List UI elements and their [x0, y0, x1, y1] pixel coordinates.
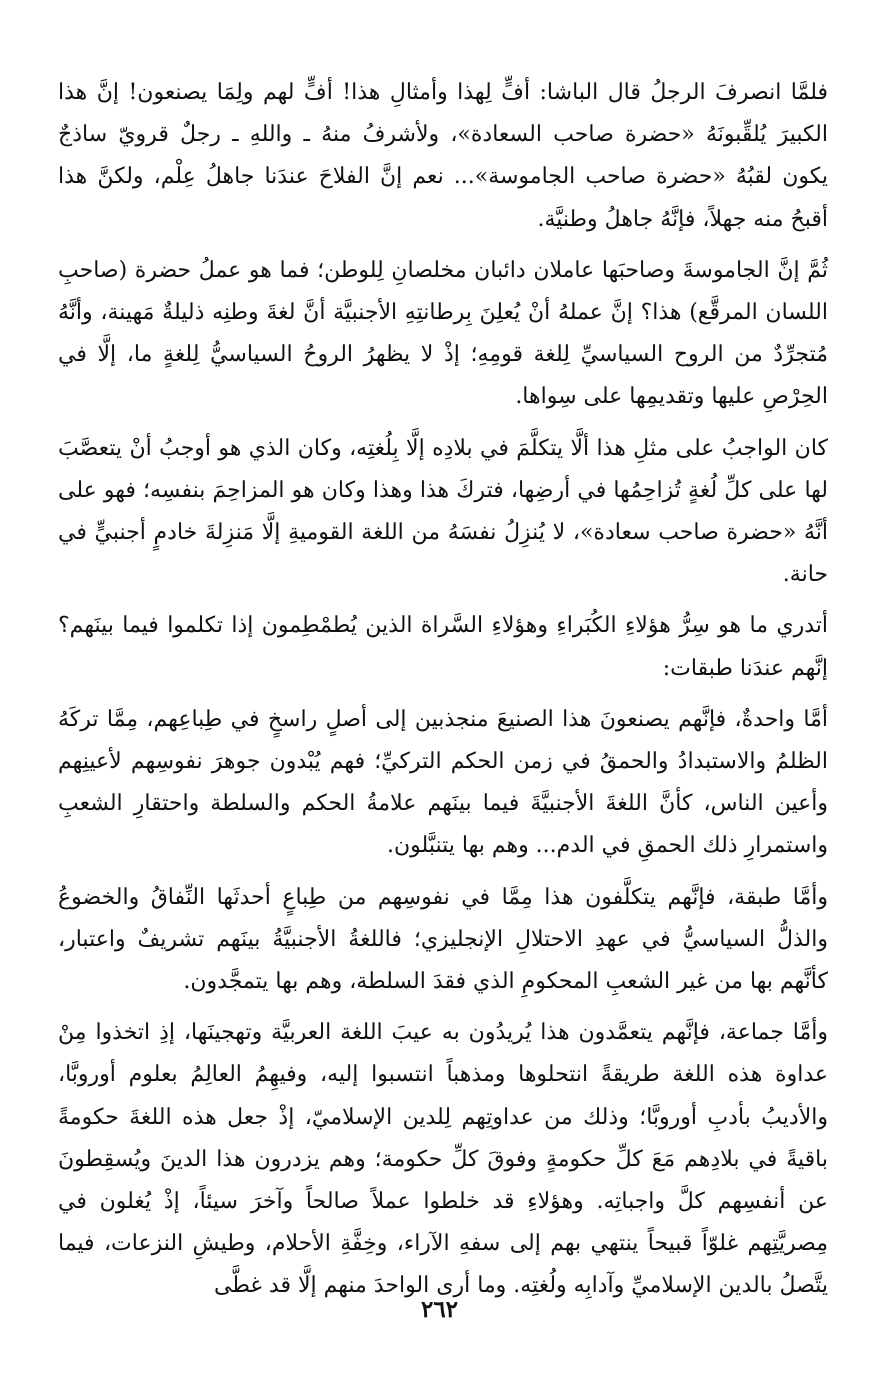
paragraph-1: فلمَّا انصرفَ الرجلُ قال الباشا: أفٍّ لِهذا وأمثالِ هذا! أفٍّ لهم ولِمَا يصنعون! إنَّ هذا الكبيرَ يُلقِّبونَهُ «حضرة صاحب السعادة»، ولأشرفُ منهُ ـ واللهِ ـ رجلٌ قرويّ ساذجٌ يكون لقبُهُ «حضرة صاحب الجاموسة»... نعم إنَّ الفلاحَ عندَنا جاهلُ عِلْم، ولكنَّ هذا أقبحُ منه جهلاً، فإنَّهُ جاهلُ وطنيَّة.: [58, 80, 828, 232]
paragraph-3: كان الواجبُ على مثلِ هذا ألَّا يتكلَّمَ في بلادِه إلَّا بِلُغتِه، وكان الذي هو أوجبُ أنْ يتعصَّبَ لها على كلِّ لُغةٍ تُزاحِمُها في أرضِها، فتركَ هذا وهذا وكان هو المزاحِمَ بنفسِه؛ فهو على أنَّهُ «حضرة صاحب سعادة»، لا يُنزِلُ نفسَهُ من اللغة القوميةِ إلَّا مَنزِلةَ خادمٍ أجنبيٍّ في حانة.: [58, 435, 828, 588]
paragraph-2: ثُمَّ إنَّ الجاموسةَ وصاحبَها عاملان دائبان مخلصانِ لِلوطن؛ فما هو عملُ حضرة (صاحبِ اللسان المرقَّع) هذا؟ إنَّ عملهُ أنْ يُعلِنَ بِرطانتِهِ الأجنبيَّة أنَّ لغةَ وطنِه ذليلةٌ مَهينة، وأنَّهُ مُتجرِّدٌ من الروح السياسيِّ لِلغة قومِهِ؛ إذْ لا يظهرُ الروحُ السياسيُّ لِلغةٍ ما، إلَّا في الحِرْصِ عليها وتقديمِها على سِواها.: [58, 257, 828, 410]
paragraph-4: أتدري ما هو سِرُّ هؤلاءِ الكُبَراءِ وهؤلاءِ السَّراة الذين يُطمْطِمون إذا تكلموا فيما بينَهم؟ إنَّهم عندَنا طبقات:: [58, 613, 828, 681]
page-body: [58, 72, 828, 1312]
paragraph-6: وأمَّا طبقة، فإنَّهم يتكلَّفون هذا مِمَّا في نفوسِهم من طِباعٍ أحدثَها النِّفاقُ والخضوعُ والذلُّ السياسيُّ في عهدِ الاحتلالِ الإنجليزي؛ فاللغةُ الأجنبيَّةُ بينَهم تشريفٌ واعتبار، كأنَّهم بها من غير الشعبِ المحكومِ الذي فقدَ السلطة، وهم بها يتمجَّدون.: [58, 884, 828, 995]
page-number: ٢٦٢: [420, 1296, 459, 1323]
paragraph-7: وأمَّا جماعة، فإنَّهم يتعمَّدون هذا يُريدُون به عيبَ اللغة العربيَّة وتهجينَها، إذِ اتخذوا مِنْ عداوة هذه اللغة طريقةً انتحلوها ومذهباً انتسبوا إليه، وفيهِمُ العالِمُ بعلوم أوروبَّا، والأديبُ بأدبِ أوروبَّا؛ وذلك من عداوتِهم لِلدين الإسلاميّ، إذْ جعل هذه اللغةَ حكومةً باقيةً في بلادِهم مَعَ كلِّ حكومةٍ وفوقَ كلِّ حكومة؛ وهم يزدرون هذا الدينَ ويُسقِطونَ عن أنفسِهم كلَّ واجباتِه. وهؤلاءِ قد خلطوا عملاً صالحاً وآخرَ سيئاً، إذْ يُغلون في مِصريَّتِهم غلوّاً قبيحاً ينتهي بهم إلى سفهِ الآراء، وخِفَّةِ الأحلام، وطيشِ النزعات، فيما يتَّصلُ بالدين الإسلاميِّ وآدابِه ولُغتِه. وما أرى الواحدَ منهم إلَّا قد غطَّى: [58, 1020, 828, 1299]
paragraph-5: أمَّا واحدةٌ، فإنَّهم يصنعونَ هذا الصنيعَ منجذبين إلى أصلٍ راسخٍ في طِباعِهم، مِمَّا تركَهُ الظلمُ والاستبدادُ والحمقُ في زمن الحكم التركيِّ؛ فهم يُبْدون جوهرَ نفوسِهم لأعينِهم وأعين الناس، كأنَّ اللغةَ الأجنبيَّةَ فيما بينَهم علامةُ الحكم والسلطة واحتقارِ الشعبِ واستمرارِ ذلك الحمقِ في الدم... وهم بها يتنبَّلون.: [58, 706, 828, 859]
